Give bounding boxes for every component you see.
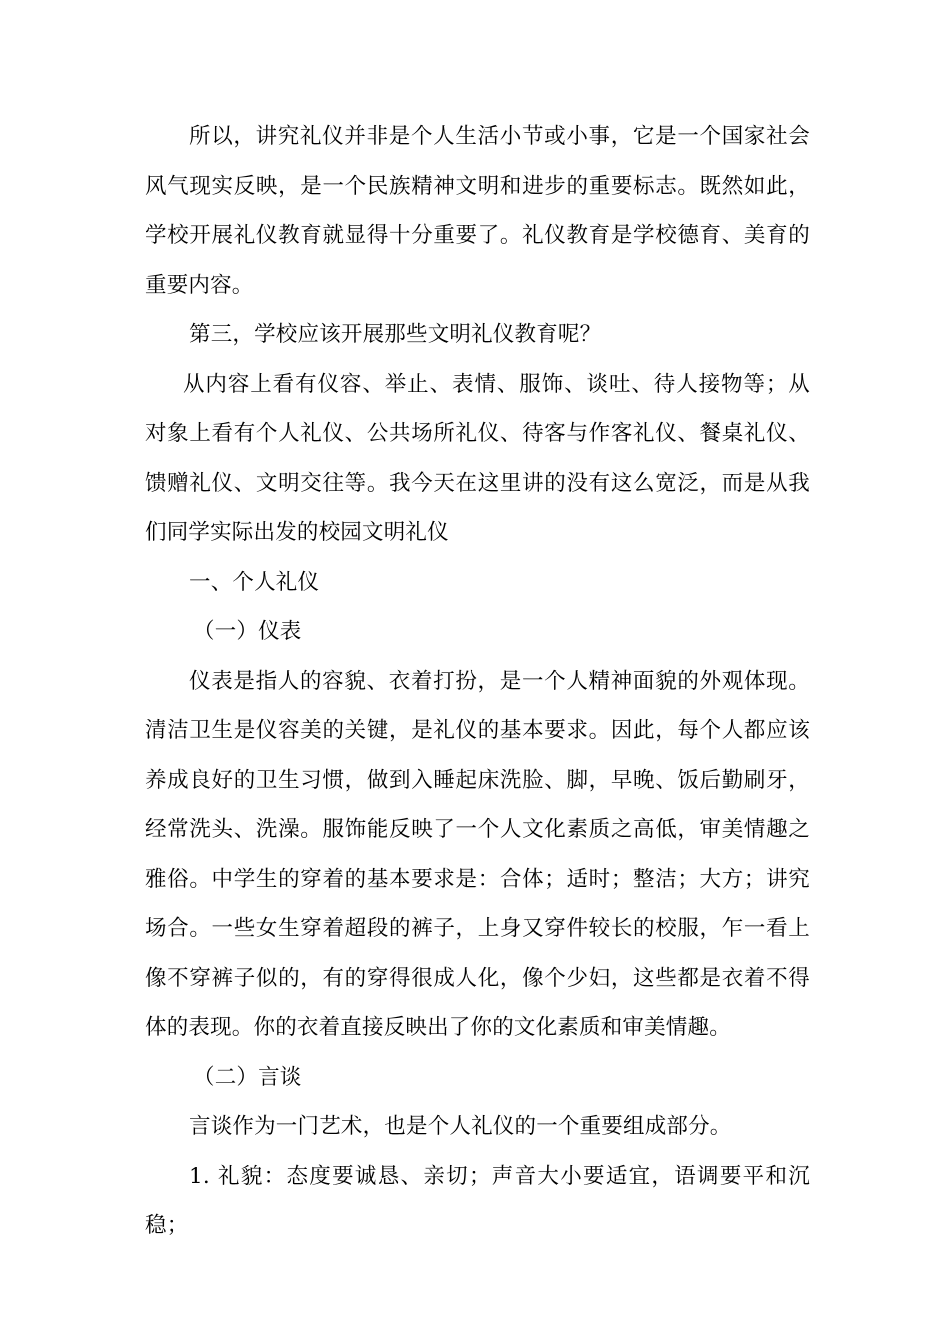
list-item-politeness: 1. 礼貌：态度要诚恳、亲切；声音大小要适宜，语调要平和沉稳；: [145, 1163, 810, 1238]
paragraph-importance: 所以，讲究礼仪并非是个人生活小节或小事，它是一个国家社会风气现实反映，是一个民族精神文明和进步的重要标志。既然如此，学校开展礼仪教育就显得十分重要了。礼仪教育是学校德育、美育的重要内容。: [145, 124, 810, 298]
document-page: [145, 112, 810, 1251]
paragraph-question-three: 第三，学校应该开展那些文明礼仪教育呢？: [189, 322, 602, 347]
subsection-heading-speech: （二）言谈: [193, 1064, 302, 1090]
section-heading-personal-etiquette: 一、个人礼仪: [189, 569, 320, 595]
paragraph-content-scope: 从内容上看有仪容、举止、表情、服饰、谈吐、待人接物等；从对象上看有个人礼仪、公共场所礼仪、待客与作客礼仪、餐桌礼仪、馈赠礼仪、文明交往等。我今天在这里讲的没有这么宽泛，而是从我们同学实际出发的校园文明礼仪: [145, 371, 810, 545]
subsection-heading-appearance: （一）仪表: [193, 619, 302, 644]
paragraph-speech-intro: 言谈作为一门艺术，也是个人礼仪的一个重要组成部分。: [189, 1114, 732, 1139]
paragraph-appearance: 仪表是指人的容貌、衣着打扮，是一个人精神面貌的外观体现。清洁卫生是仪容美的关键，是礼仪的基本要求。因此，每个人都应该养成良好的卫生习惯，做到入睡起床洗脸、脚，早晚、饭后勤刷牙，经常洗头、洗澡。服饰能反映了一个人文化素质之高低，审美情趣之雅俗。中学生的穿着的基本要求是：合体；适时；整洁；大方；讲究场合。一些女生穿着超段的裤子，上身又穿件较长的校服，乍一看上像不穿裤子似的，有的穿得很成人化，像个少妇，这些都是衣着不得体的表现。你的衣着直接反映出了你的文化素质和审美情趣。: [145, 668, 810, 1040]
